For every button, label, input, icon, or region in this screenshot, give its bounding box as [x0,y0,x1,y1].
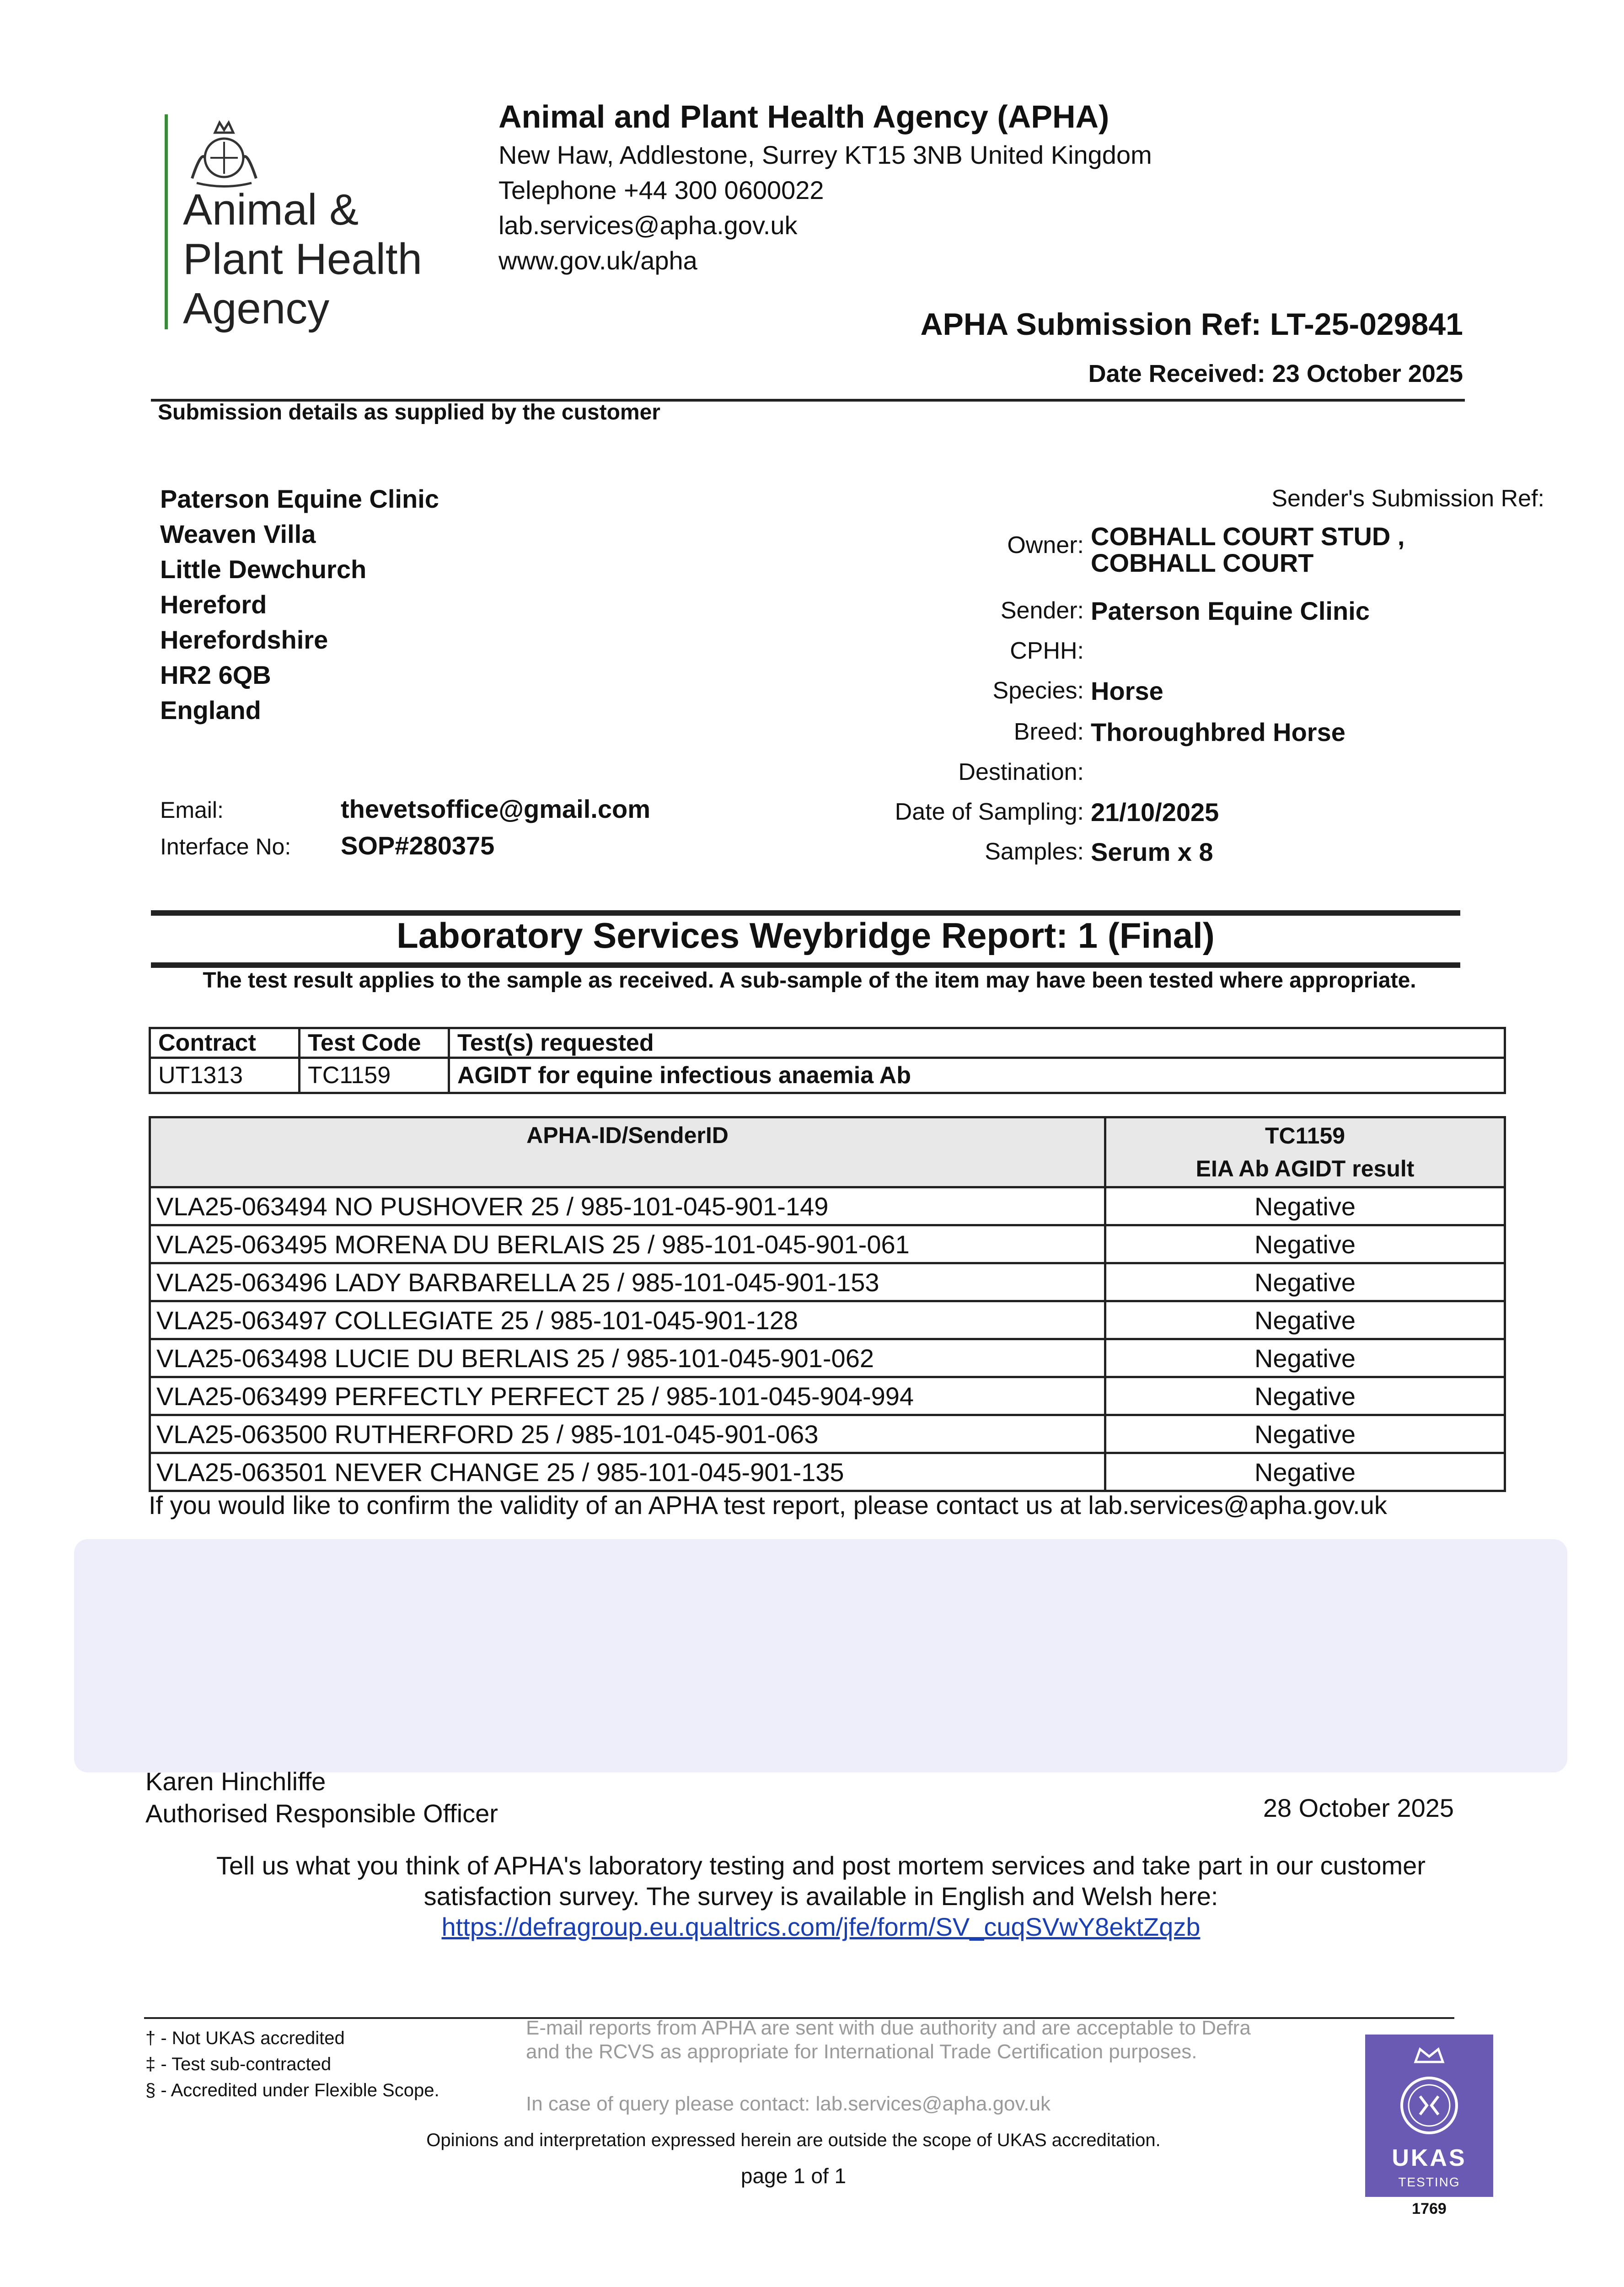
sample-id-cell: VLA25-063494 NO PUSHOVER 25 / 985-101-045-901-149 [150,1187,1105,1225]
table-header: Contract [150,1028,300,1058]
owner-line-1: COBHALL COURT STUD , [1091,522,1405,551]
result-cell: Negative [1105,1453,1505,1491]
customer-address [160,481,439,728]
footnote: ‡ - Test sub-contracted [145,2054,332,2074]
test-code-cell: TC1159 [300,1058,449,1093]
address-line: Little Dewchurch [160,555,367,584]
sampling-date-value: 21/10/2025 [1091,798,1219,827]
table-row [150,1225,1505,1263]
table-row [150,1377,1505,1415]
destination-label: Destination: [958,759,1084,785]
owner-line-2: COBHALL COURT [1091,548,1314,577]
address-line: Herefordshire [160,625,328,654]
signatory [145,1766,498,1830]
cphh-label: CPHH: [1010,638,1084,664]
agency-website[interactable]: www.gov.uk/apha [498,246,697,275]
result-cell: Negative [1105,1225,1505,1263]
redacted-region [74,1539,1567,1772]
survey-block [151,1850,1491,1942]
sender-value: Paterson Equine Clinic [1091,596,1370,625]
survey-link[interactable]: https://defragroup.eu.qualtrics.com/jfe/form/SV_cuqSVwY8ektZqzb [441,1912,1201,1941]
email-report-note: E-mail reports from APHA are sent with due authority and are acceptable to Defra and the RCVS as appropriate for International Trade Certification purposes. [526,2017,1251,2063]
sample-id-cell: VLA25-063500 RUTHERFORD 25 / 985-101-045-901-063 [150,1415,1105,1453]
sample-id-cell: VLA25-063495 MORENA DU BERLAIS 25 / 985-101-045-901-061 [150,1225,1105,1263]
date-received: Date Received: 23 October 2025 [1088,360,1463,387]
result-cell: Negative [1105,1415,1505,1453]
section-caption: Submission details as supplied by the customer [158,400,660,424]
sample-id-cell: VLA25-063497 COLLEGIATE 25 / 985-101-045-901-128 [150,1301,1105,1339]
signature-date: 28 October 2025 [1263,1793,1454,1822]
sampling-date-label: Date of Sampling: [895,799,1084,825]
logo-line: Agency [183,284,330,333]
applies-note: The test result applies to the sample as received. A sub-sample of the item may have been tested where appropriate. [203,968,1416,993]
table-row [150,1453,1505,1491]
footnotes [145,2025,439,2104]
address-line: Hereford [160,590,267,619]
table-row [150,1339,1505,1377]
interface-label: Interface No: [160,834,291,859]
table-row [150,1415,1505,1453]
page-number: page 1 of 1 [740,2164,847,2188]
table-row [150,1187,1505,1225]
result-cell: Negative [1105,1301,1505,1339]
agency-telephone: Telephone +44 300 0600022 [498,176,824,204]
ukas-testing: TESTING [1398,2175,1460,2189]
signatory-name: Karen Hinchliffe [145,1767,326,1796]
signatory-role: Authorised Responsible Officer [145,1799,498,1828]
sample-id-cell: VLA25-063496 LADY BARBARELLA 25 / 985-101-045-901-153 [150,1263,1105,1301]
result-cell: Negative [1105,1377,1505,1415]
customer-email[interactable]: thevetsoffice@gmail.com [341,795,651,823]
result-cell: Negative [1105,1187,1505,1225]
footnote: † - Not UKAS accredited [145,2028,345,2048]
sample-id-cell: VLA25-063498 LUCIE DU BERLAIS 25 / 985-101-045-901-062 [150,1339,1105,1377]
breed-value: Thoroughbred Horse [1091,718,1345,746]
interface-number: SOP#280375 [341,831,495,860]
ukas-word: UKAS [1392,2145,1467,2171]
id-column-header: APHA-ID/SenderID [150,1117,1105,1187]
table-header: Test(s) requested [449,1028,1505,1058]
species-label: Species: [992,677,1084,704]
samples-value: Serum x 8 [1091,837,1213,866]
contract-cell: UT1313 [150,1058,300,1093]
email-label: Email: [160,797,224,823]
table-row [150,1263,1505,1301]
agency-address: New Haw, Addlestone, Surrey KT15 3NB United Kingdom [498,140,1152,169]
footnote: § - Accredited under Flexible Scope. [145,2080,439,2100]
ukas-crown-icon [1390,2044,1468,2140]
test-requested-cell: AGIDT for equine infectious anaemia Ab [449,1058,1505,1093]
result-column-header [1105,1117,1505,1187]
ukas-number: 1769 [1412,2200,1447,2217]
agency-contact-block [498,96,1152,278]
owner-label: Owner: [1007,532,1084,558]
address-line: Weaven Villa [160,520,316,548]
logo-line: Animal & [183,185,359,234]
royal-crest-icon [183,114,265,188]
customer-contact [160,791,650,864]
validity-note: If you would like to confirm the validity of an APHA test report, please contact us at lab.services@apha.gov.uk [149,1491,1387,1519]
species-value: Horse [1091,676,1163,705]
result-cell: Negative [1105,1339,1505,1377]
query-note: In case of query please contact: lab.services@apha.gov.uk [526,2093,1051,2115]
address-line: Paterson Equine Clinic [160,484,439,513]
report-title: Laboratory Services Weybridge Report: 1 (Final) [397,915,1215,956]
sample-id-cell: VLA25-063499 PERFECTLY PERFECT 25 / 985-101-045-904-994 [150,1377,1105,1415]
submission-ref: APHA Submission Ref: LT-25-029841 [920,307,1463,342]
senders-ref-label: Sender's Submission Ref: [1271,485,1544,512]
agency-name: Animal and Plant Health Agency (APHA) [498,99,1109,134]
logo-wordmark [183,185,422,333]
logo-green-bar [165,114,168,329]
sample-id-cell: VLA25-063501 NEVER CHANGE 25 / 985-101-045-901-135 [150,1453,1105,1491]
opinions-note: Opinions and interpretation expressed herein are outside the scope of UKAS accreditation. [426,2130,1161,2150]
logo-line: Plant Health [183,235,422,284]
samples-label: Samples: [985,838,1084,865]
sender-label: Sender: [1000,597,1084,624]
result-header-line-2: EIA Ab AGIDT result [1195,1156,1415,1181]
table-row [150,1301,1505,1339]
table-header: Test Code [300,1028,449,1058]
results-table [149,1116,1506,1492]
result-cell: Negative [1105,1263,1505,1301]
breed-label: Breed: [1013,719,1084,745]
result-header-line-1: TC1159 [1265,1123,1345,1149]
address-line: England [160,696,261,725]
tests-requested-table [149,1027,1506,1094]
ukas-badge [1365,2035,1493,2197]
survey-text: Tell us what you think of APHA's laboratory testing and post mortem services and take part in our customer satisfaction survey. The survey is available in English and Welsh here: [216,1851,1426,1911]
agency-email[interactable]: lab.services@apha.gov.uk [498,211,798,240]
address-line: HR2 6QB [160,660,271,689]
